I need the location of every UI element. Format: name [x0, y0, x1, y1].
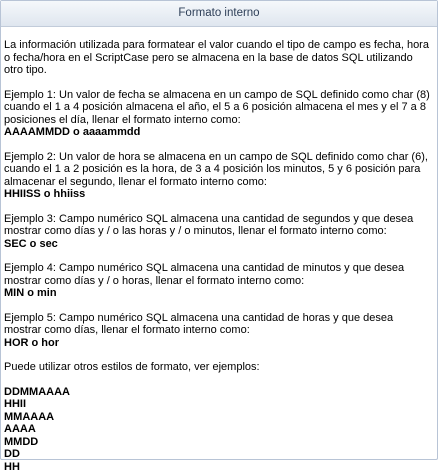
- example-format: HOR o hor: [4, 337, 433, 350]
- other-styles-list: [4, 386, 433, 473]
- example-format: MIN o min: [4, 287, 433, 300]
- example-text: Ejemplo 2: Un valor de hora se almacena en un campo de SQL definido como char (6), cuando el 1 a 2 posición es la hora, de 3 a 4 posición los minutos, 5 y 6 posición para almacenar el segundo, llenar el formato interno como:: [4, 151, 428, 188]
- list-item: MMDD: [4, 436, 433, 449]
- list-item: AAAA: [4, 423, 433, 436]
- example-3: [4, 213, 433, 251]
- other-styles-label: Puede utilizar otros estilos de formato, ver ejemplos:: [4, 361, 433, 374]
- example-format: SEC o sec: [4, 238, 433, 251]
- example-2: [4, 151, 433, 201]
- example-text: Ejemplo 5: Campo numérico SQL almacena una cantidad de horas y que desea mostrar como días, llenar el formato interno como:: [4, 312, 393, 337]
- example-format: AAAAMMDD o aaaammdd: [4, 126, 433, 139]
- list-item: DD: [4, 448, 433, 461]
- list-item: DDMMAAAA: [4, 386, 433, 399]
- list-item: HH: [4, 461, 433, 473]
- help-content: [1, 27, 437, 473]
- panel-title: Formato interno: [1, 1, 437, 27]
- example-text: Ejemplo 3: Campo numérico SQL almacena una cantidad de segundos y que desea mostrar como días y / o las horas y / o minutos, llenar el formato interno como:: [4, 213, 413, 238]
- example-1: [4, 89, 433, 139]
- example-format: HHIISS o hhiiss: [4, 188, 433, 201]
- example-5: [4, 312, 433, 350]
- example-4: [4, 262, 433, 300]
- example-text: Ejemplo 4: Campo numérico SQL almacena una cantidad de minutos y que desea mostrar como días y / o horas, llenar el formato interno como:: [4, 262, 404, 287]
- example-text: Ejemplo 1: Un valor de fecha se almacena en un campo de SQL definido como char (8) cuando el 1 a 4 posición almacena el año, el 5 a 6 posición almacena el mes y el 7 a 8 posiciones el día, llenar el formato interno como:: [4, 89, 430, 126]
- list-item: HHII: [4, 398, 433, 411]
- list-item: MMAAAA: [4, 411, 433, 424]
- intro-text: La información utilizada para formatear el valor cuando el tipo de campo es fecha, hora o fecha/hora en el ScriptCase pero se almacena en la base de datos SQL utilizando otro tipo.: [4, 39, 433, 77]
